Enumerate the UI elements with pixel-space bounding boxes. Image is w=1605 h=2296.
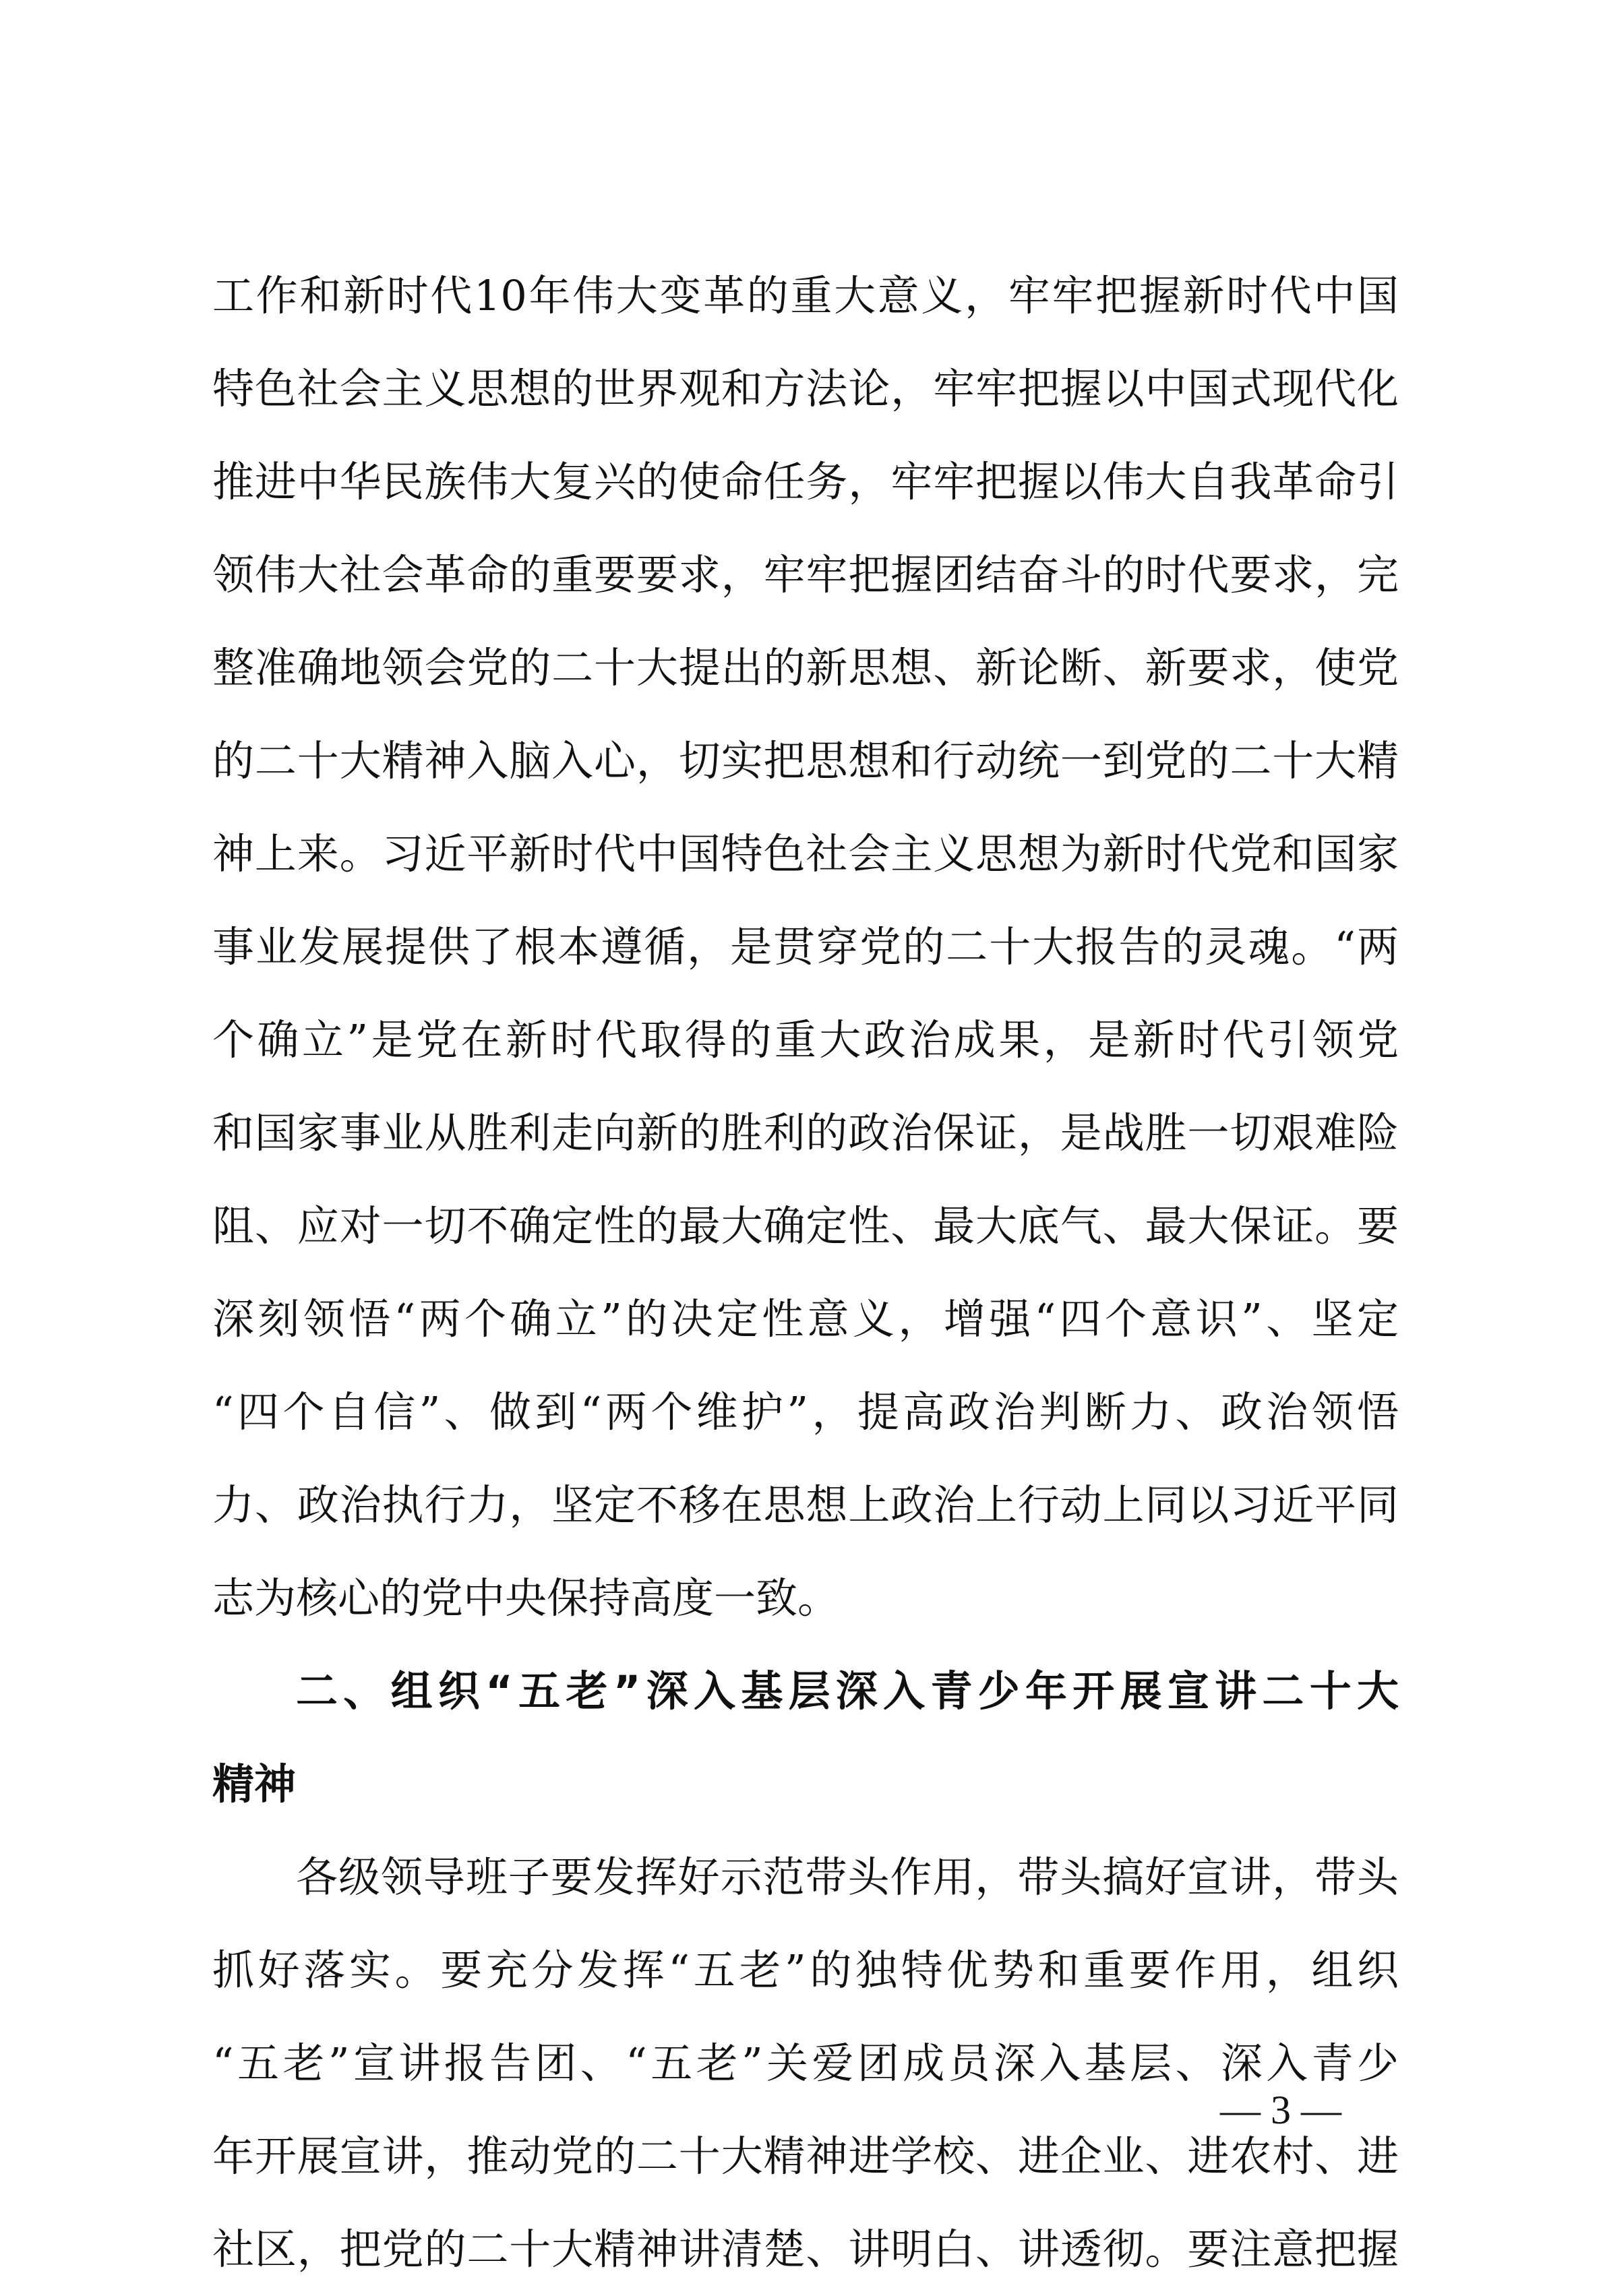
paragraph-line: 志为核心的党中央保持高度一致。 — [212, 1573, 840, 1623]
page-number: — 3 — — [1220, 2088, 1341, 2132]
heading-line: 二、组织“五老”深入基层深入青少年开展宣讲二十大 — [296, 1666, 1399, 1716]
paragraph-line: 力、政治执行力，坚定不移在思想上政治上行动上同以习近平同 — [212, 1480, 1399, 1530]
paragraph-line: 阻、应对一切不确定性的最大确定性、最大底气、最大保证。要 — [212, 1201, 1399, 1250]
paragraph-line: 推进中华民族伟大复兴的使命任务，牢牢把握以伟大自我革命引 — [212, 457, 1399, 506]
paragraph-line: 的二十大精神入脑入心，切实把思想和行动统一到党的二十大精 — [212, 736, 1399, 785]
paragraph-line: “五老”宣讲报告团、“五老”关爱团成员深入基层、深入青少 — [212, 2038, 1399, 2088]
paragraph-2 — [212, 1831, 1399, 2296]
paragraph-line: 整准确地领会党的二十大提出的新思想、新论断、新要求，使党 — [212, 643, 1399, 692]
paragraph-line: 个确立”是党在新时代取得的重大政治成果，是新时代引领党 — [212, 1015, 1399, 1064]
paragraph-line: 神上来。习近平新时代中国特色社会主义思想为新时代党和国家 — [212, 829, 1399, 878]
paragraph-line: 社区，把党的二十大精神讲清楚、讲明白、讲透彻。要注意把握 — [212, 2225, 1399, 2274]
paragraph-line: 特色社会主义思想的世界观和方法论，牢牢把握以中国式现代化 — [212, 364, 1399, 413]
paragraph-line: “四个自信”、做到“两个维护”，提高政治判断力、政治领悟 — [212, 1387, 1399, 1437]
body-text — [212, 249, 1399, 2296]
paragraph-line: 深刻领悟“两个确立”的决定性意义，增强“四个意识”、坚定 — [212, 1294, 1399, 1343]
heading-line: 精神 — [212, 1759, 297, 1809]
paragraph-line: 和国家事业从胜利走向新的胜利的政治保证，是战胜一切艰难险 — [212, 1108, 1399, 1157]
paragraph-line: 抓好落实。要充分发挥“五老”的独特优势和重要作用，组织 — [212, 1945, 1399, 1995]
paragraph-line: 事业发展提供了根本遵循，是贯穿党的二十大报告的灵魂。“两 — [212, 922, 1399, 971]
paragraph-line: 各级领导班子要发挥好示范带头作用，带头搞好宣讲，带头 — [296, 1852, 1399, 1902]
section-heading — [212, 1645, 1399, 1831]
paragraph-line: 工作和新时代10年伟大变革的重大意义，牢牢把握新时代中国 — [212, 271, 1399, 320]
paragraph-1 — [212, 249, 1399, 1645]
paragraph-line: 年开展宣讲，推动党的二十大精神进学校、进企业、进农村、进 — [212, 2132, 1399, 2181]
paragraph-line: 领伟大社会革命的重要要求，牢牢把握团结奋斗的时代要求，完 — [212, 550, 1399, 599]
